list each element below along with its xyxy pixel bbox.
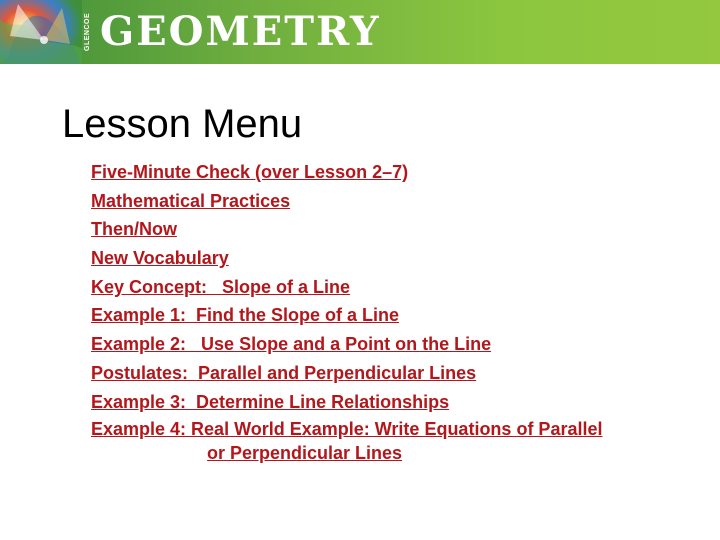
list-item xyxy=(91,158,602,187)
abstract-geometry-art-icon xyxy=(0,0,82,64)
list-item xyxy=(91,330,602,359)
menu-link-new-vocabulary[interactable]: New Vocabulary xyxy=(91,248,229,269)
menu-link-example-4-line1: Example 4: Real World Example: Write Equations of Parallel xyxy=(91,419,603,440)
menu-link-key-concept[interactable]: Key Concept: Slope of a Line xyxy=(91,276,351,297)
menu-link-then-now[interactable]: Then/Now xyxy=(91,219,177,240)
menu-link-example-4[interactable] xyxy=(91,419,602,465)
menu-link-example-1[interactable]: Example 1: Find the Slope of a Line xyxy=(91,305,400,326)
header-banner xyxy=(0,0,720,64)
menu-link-example-4-line2: or Perpendicular Lines xyxy=(207,443,403,464)
list-item xyxy=(91,388,602,417)
list-item xyxy=(91,359,602,388)
book-title: GEOMETRY xyxy=(100,8,381,55)
page-title: Lesson Menu xyxy=(62,102,303,146)
publisher-label: GLENCOE xyxy=(84,12,91,52)
lesson-menu xyxy=(91,158,602,465)
list-item xyxy=(91,273,602,302)
list-item xyxy=(91,187,602,216)
menu-link-five-minute-check[interactable]: Five-Minute Check (over Lesson 2–7) xyxy=(91,162,409,182)
menu-link-postulates[interactable]: Postulates: Parallel and Perpendicular Lines xyxy=(91,362,477,383)
list-item xyxy=(91,244,602,273)
menu-link-mathematical-practices[interactable]: Mathematical Practices xyxy=(91,190,291,211)
menu-link-example-2[interactable]: Example 2: Use Slope and a Point on the Line xyxy=(91,334,492,355)
list-item xyxy=(91,416,602,465)
list-item xyxy=(91,215,602,244)
list-item xyxy=(91,301,602,330)
menu-link-example-3[interactable]: Example 3: Determine Line Relationships xyxy=(91,391,450,412)
